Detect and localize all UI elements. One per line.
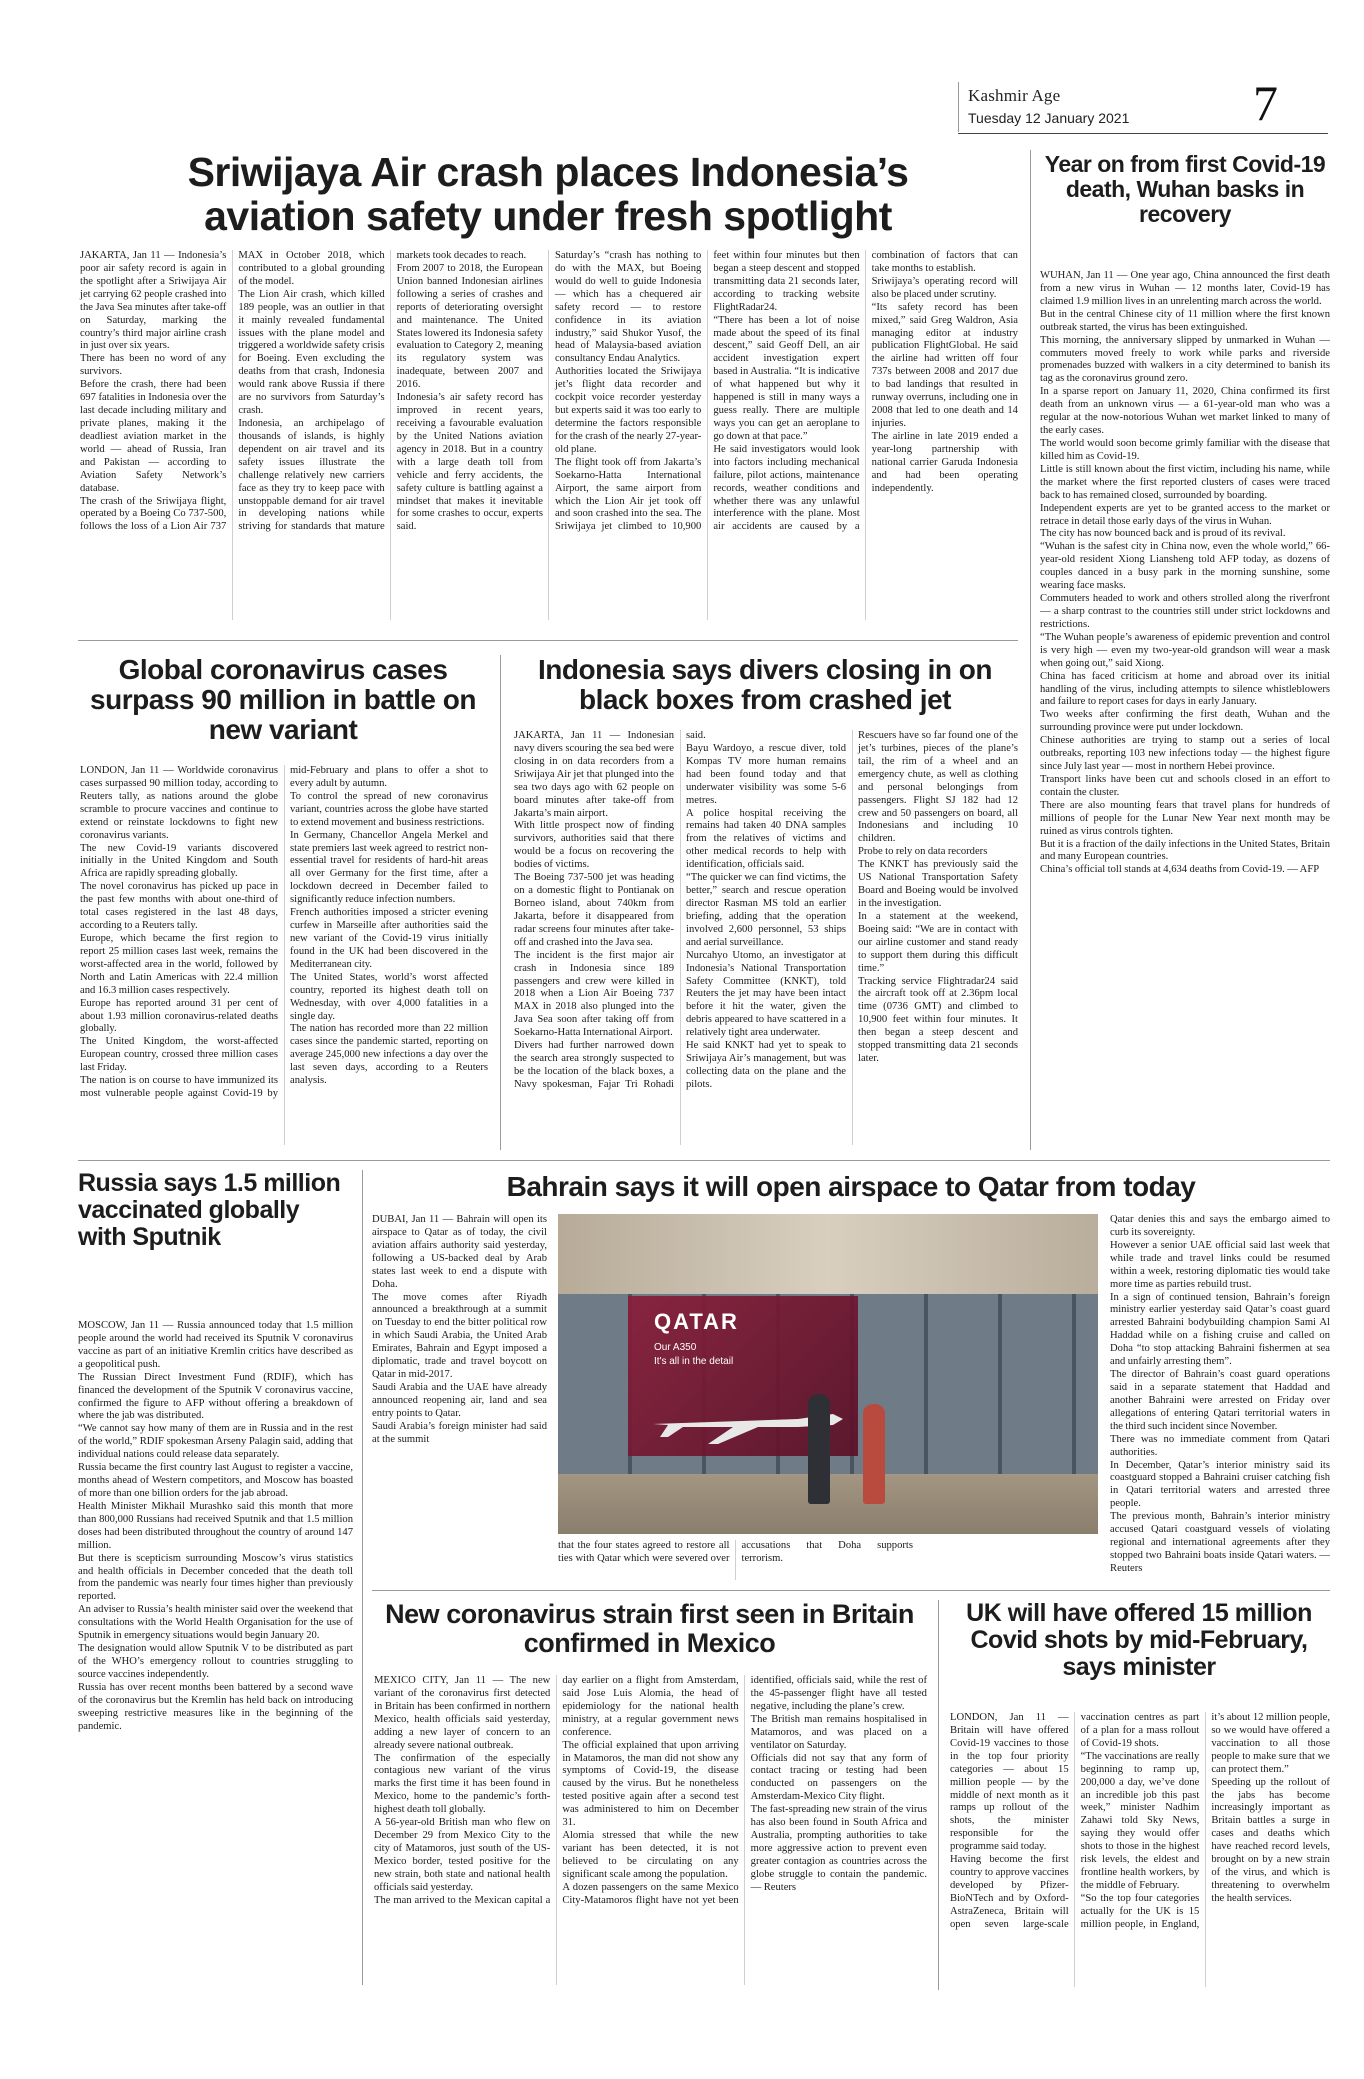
article-divers [512,655,1018,1150]
body-bahrain-right: Qatar denies this and says the embargo aimed to curb its sovereignty. However a senior UAE official said last week that while trade and travel links could be resumed within a week, restoring diplomatic ties would take more time as parties rebuild trust. In a sign of continued tension, Bahrain’s foreign ministry earlier yesterday said Qatar’s coast guard arrested Bahraini bodybuilding champion Sami Al Haddad while on a fishing cruise and called on Doha “to stop attacking Bahraini fishermen at sea and unfairly arresting them”. The director of Bahrain’s coast guard operations said in a separate statement that Haddad and another Bahraini were arrested on Friday over allegations of entering Qatari territorial waters in the third such incident since November. There was no immediate comment from Qatari authorities. In December, Qatar’s interior ministry said its coastguard stopped a Bahraini cruiser catching fish in Qatari territorial waters and arrested three people. The previous month, Bahrain’s interior ministry accused Qatari coastguard vessels of violating regional and international agreements after they stopped two Bahraini boats inside Qatari waters. — Reuters [1110,1214,1330,1574]
headline-global-covid: Global coronavirus cases surpass 90 million in battle on new variant [90,654,476,746]
divider-mexico-vertical [938,1600,939,1990]
divider-bottom [372,1590,1330,1591]
body-global-covid: LONDON, Jan 11 — Worldwide coronavirus cases surpassed 90 million today, according to Reuters tally, as nations around the globe scramble to procure vaccines and continue to extend or reinstate lockdowns to fight new coronavirus variants. The new Covid-19 variants discovered initially in the United Kingdom and South Africa are rapidly spreading globally. The novel coronavirus has picked up pace in the past few months with about one-third of total cases registered in the last 48 days, according to a Reuters tally. Europe, which became the first region to report 25 million cases last week, remains the worst-affected area in the world, followed by North and Latin Americas with 22.4 million and 16.3 million cases respectively. Europe has reported around 31 per cent of about 1.93 million coronavirus-related deaths globally. The United Kingdom, the worst-affected European country, crossed three million cases last Friday. The nation is on course to have immunized its most vulnerable people against Covid-19 by mid-February and plans to offer a shot to every adult by autumn. To control the spread of new coronavirus variant, countries across the globe have started to extend movement and business restrictions. In Germany, Chancellor Angela Merkel and state premiers last week agreed to restrict non-essential travel for residents of hard-hit areas all over Germany for the first time, after a lockdown decreed in December failed to significantly reduce infection numbers. French authorities imposed a stricter evening curfew in Marseille after authorities said the new variant of the Covid-19 virus initially found in the UK had been discovered in the Mediterranean city. The United States, world’s worst affected country, reported its highest death toll on Wednesday, with over 4,000 fatalities in a single day. The nation has recorded more than 22 million cases since the pandemic started, reporting on average 245,000 new infections a day over the last seven days, according to a Reuters analysis. [80,765,488,1100]
photo-brand: QATAR [654,1309,739,1334]
headline-russia: Russia says 1.5 million vaccinated globally with Sputnik [78,1169,341,1251]
divider-middle [78,1160,1330,1161]
headline-uk: UK will have offered 15 million Covid shots by mid-February, says minister [966,1599,1312,1681]
body-divers: JAKARTA, Jan 11 — Indonesian navy divers scouring the sea bed were closing in on data recorders from a Sriwijaya Air jet that plunged into the sea two days ago with 62 people on board minutes after take-off from Jakarta’s main airport. With little prospect now of finding survivors, authorities said that there would be a focus on recovering the bodies of victims. The Boeing 737-500 jet was heading on a domestic flight to Pontianak on Borneo island, about 740km from Jakarta, before it disappeared from radar screens four minutes after take-off and crashed into the Java sea. The incident is the first major air crash in Indonesia since 189 passengers and crew were killed in 2018 when a Lion Air Boeing 737 MAX in 2018 also plunged into the Java Sea soon after taking off from Soekarno-Hatta International Airport. Divers had further narrowed down the search area strongly suspected to be the location of the black boxes, a Navy spokesman, Fajar Tri Rohadi said. Bayu Wardoyo, a rescue diver, told Kompas TV more human remains had been found today and that underwater visibility was some 5-6 metres. A police hospital receiving the remains had taken 40 DNA samples from the relatives of victims and other medical records to help with identification, officials said. “The quicker we can find victims, the better,” search and rescue operation director Rasman MS told an earlier briefing, adding that the operation involved 2,600 personnel, 53 ships and aerial surveillance. Nurcahyo Utomo, an investigator at Indonesia’s National Transportation Safety Committee (KNKT), told Reuters the jet may have been intact before it hit the water, given the debris appeared to have scattered in a relatively tight area underwater. He said KNKT had yet to speak to Sriwijaya Air’s management, but was collecting data on the plane and the pilots. Rescuers have so far found one of the jet’s turbines, pieces of the plane’s tail, the rim of a wheel and an emergency chute, as well as clothing and personal belongings from passengers. Flight SJ 182 had 12 crew and 50 passengers on board, all Indonesians and including 10 children. Probe to rely on data recorders The KNKT has previously said the US National Transportation Safety Board and Boeing would be involved in the investigation. In a statement at the weekend, Boeing said: “We are in contact with our airline customer and stand ready to support them during this difficult time.” Tracking service Flightradar24 said the aircraft took off at 2.36pm local time (0736 GMT) and climbed to 10,900 feet within four minutes. It then began a steep descent and stopped transmitting data 21 seconds later. [514,730,1018,1090]
headline-divers: Indonesia says divers closing in on black boxes from crashed jet [538,654,992,716]
article-uk [948,1600,1330,1990]
divider-russia-vertical [362,1170,363,1985]
masthead-rule [958,133,1328,134]
headline-wuhan: Year on from first Covid-19 death, Wuhan basks in recovery [1044,151,1326,227]
masthead-date: Tuesday 12 January 2021 [968,110,1130,126]
body-sriwijaya: JAKARTA, Jan 11 — Indonesia’s poor air safety record is again in the spotlight after a Sriwijaya Air jet carrying 62 people crashed into the Java Sea minutes after take-off on Saturday, marking the country’s third major airline crash in just over six years. There has been no word of any survivors. Before the crash, there had been 697 fatalities in Indonesia over the last decade including military and private planes, making it the deadliest aviation market in the world — ahead of Russia, Iran and Pakistan — according to Aviation Safety Network’s database. The crash of the Sriwijaya flight, operated by a Boeing Co 737-500, follows the loss of a Lion Air 737 MAX in October 2018, which contributed to a global grounding of the model. The Lion Air crash, which killed 189 people, was an outlier in that it mainly revealed fundamental issues with the plane model and triggered a worldwide safety crisis for Boeing. Even excluding the deaths from that crash, Indonesia would rank above Russia if there are no survivors from Saturday’s crash. Indonesia, an archipelago of thousands of islands, is highly dependent on air travel and its safety issues illustrate the challenge relatively new carriers face as they try to keep pace with unstoppable demand for air travel in developing nations while striving for standards that mature markets took decades to reach. From 2007 to 2018, the European Union banned Indonesian airlines following a series of crashes and reports of deteriorating oversight and maintenance. The United States lowered its Indonesia safety evaluation to Category 2, meaning its regulatory system was inadequate, between 2007 and 2016. Indonesia’s air safety record has improved in recent years, receiving a favourable evaluation by the United Nations aviation agency in 2018. But in a country with a large death toll from vehicle and ferry accidents, the safety culture is battling against a mindset that makes it inevitable for some crashes to occur, experts said. Saturday’s “crash has nothing to do with the MAX, but Boeing would do well to guide Indonesia — which has a chequered air safety record — to restore confidence in its aviation industry,” said Shukor Yusof, the head of Malaysia-based aviation consultancy Endau Analytics. Authorities located the Sriwijaya jet’s flight data recorder and cockpit voice recorder yesterday but experts said it was too early to determine the factors responsible for the crash of the nearly 27-year-old plane. The flight took off from Jakarta’s Soekarno-Hatta International Airport, the same airport from which the Lion Air jet took off and soon crashed into the sea. The Sriwijaya jet climbed to 10,900 feet within four minutes but then began a steep descent and stopped transmitting data 21 seconds later, according to tracking website FlightRadar24. “There has been a lot of noise made about the speed of its final descent,” said Geoff Dell, an air accident investigation expert based in Australia. “It is indicative of what happened but why it happened is still in many ways a guess really. There are multiple ways you can get an aeroplane to go down at that pace.” He said investigators would look into factors including mechanical failure, pilot actions, maintenance records, weather conditions and whether there was any unlawful interference with the plane. Most air accidents are caused by a combination of factors that can take months to establish. Sriwijaya’s operating record will also be placed under scrutiny. “Its safety record has been mixed,” said Greg Waldron, Asia managing editor at industry publication FlightGlobal. He said the airline had written off four 737s between 2008 and 2017 due to bad landings that resulted in runway overruns, including one in 2008 that led to one death and 14 injuries. The airline in late 2019 ended a year-long partnership with national carrier Garuda Indonesia and had been operating independently. [80,250,1018,533]
headline-sriwijaya: Sriwijaya Air crash places Indonesia’s aviation safety under fresh spotlight [187,149,909,240]
headline-bahrain: Bahrain says it will open airspace to Qatar from today [506,1171,1196,1202]
bahrain-photo [558,1214,1098,1534]
article-mexico [372,1600,927,1990]
article-russia [78,1170,353,1985]
body-wuhan: WUHAN, Jan 11 — One year ago, China announced the first death from a new virus in Wuhan — 12 months later, Covid-19 has claimed 1.9 million lives in an unrelenting march across the world. But in the central Chinese city of 11 million where the first known outbreak started, the virus has been extinguished. This morning, the anniversary slipped by unmarked in Wuhan — commuters moved freely to work while parks and riverside promenades buzzed with walkers in a city determined to banish its tag as the coronavirus ground zero. In a sparse report on January 11, 2020, China confirmed its first death from an unknown virus — a 61-year-old man who was a regular at the now-notorious Wuhan wet market linked to many of the early cases. The world would soon become grimly familiar with the disease that killed him as Covid-19. Little is still known about the first victim, including his name, while the market where the first reported clusters of cases were traced back to has remained closed, surrounded by boarding. Independent experts are yet to be granted access to the market or retrace in detail those early days of the virus in Wuhan. The city has now bounced back and is proud of its revival. “Wuhan is the safest city in China now, even the whole world,” 66-year-old resident Xiong Liansheng told AFP today, as dozens of couples danced in a busy park in the morning sunshine, some wearing face masks. Commuters headed to work and others strolled along the riverfront — a sharp contrast to the countries still under strict lockdowns and restrictions. “The Wuhan people’s awareness of epidemic prevention and control is very high — even my two-year-old grandson will wear a mask when going out,” said Xiong. China has faced criticism at home and abroad over its initial handling of the virus, including attempts to silence whistleblowers and failure to report cases for days in early January. Two weeks after confirming the first death, Wuhan and the surrounding province were put under lockdown. Chinese authorities are trying to stamp out a series of local outbreaks, reporting 103 new infections today — the highest figure since July last year — most in northern Hebei province. Transport links have been cut and schools closed in an effort to contain the cluster. There are also mounting fears that travel plans for hundreds of millions of people for the Lunar New Year next month may be ruined as virus controls tighten. But it is a fraction of the daily infections in the United States, Britain and many European countries. China’s official toll stands at 4,634 deaths from Covid-19. — AFP [1040,270,1330,876]
body-bahrain-left: DUBAI, Jan 11 — Bahrain will open its airspace to Qatar as of today, the civil aviation affairs authority said yesterday, following a US-backed deal by Arab states last week to end a dispute with Doha. The move comes after Riyadh announced a breakthrough at a summit on Tuesday to end the bitter political row in which Saudi Arabia, the United Arab Emirates, Bahrain and Egypt imposed a diplomatic, trade and travel boycott on Qatar in mid-2017. Saudi Arabia and the UAE have already announced reopening air, land and sea entry points to Qatar. Saudi Arabia’s foreign minister had said at the summit [372,1214,547,1445]
page-number: 7 [1253,75,1278,131]
body-mexico: MEXICO CITY, Jan 11 — The new variant of the coronavirus first detected in Britain has been confirmed in northern Mexico, health officials said yesterday, adding a new layer of concern to an already severe national outbreak. The confirmation of the especially contagious new variant of the virus marks the first time it has been found in Mexico, home to the pandemic’s forth-highest death toll globally. A 56-year-old British man who flew on December 29 from Mexico City to the city of Matamoros, just south of the US-Mexico border, tested positive for the new strain, both state and national health officials said yesterday. The man arrived to the Mexican capital a day earlier on a flight from Amsterdam, said Jose Luis Alomia, the head of epidemiology for the national health ministry, at a regular government news conference. The official explained that upon arriving in Matamoros, the man did not show any symptoms of Covid-19, the disease caused by the virus. But he nonetheless tested positive again after a second test was administered to him on December 31. Alomia stressed that while the new variant has been detected, it is not believed to be circulating on any significant scale among the population. A dozen passengers on the same Mexico City-Matamoros flight have not yet been identified, officials said, while the rest of the 45-passenger flight have all tested negative, including the plane’s crew. The British man remains hospitalised in Matamoros, and was placed on a ventilator on Saturday. Officials did not say that any form of contact tracing or testing had been conducted on passengers on the Amsterdam-Mexico City flight. The fast-spreading new strain of the virus has also been found in South Africa and Australia, prompting authorities to take more aggressive action to prevent even greater contagion as countries across the globe struggle to contain the pandemic. — Reuters [374,1675,927,1906]
body-russia: MOSCOW, Jan 11 — Russia announced today that 1.5 million people around the world had received its Sputnik V coronavirus vaccine as part of an initiative Kremlin critics have described as a geopolitical push. The Russian Direct Investment Fund (RDIF), which has financed the development of the Sputnik V coronavirus vaccine, confirmed the figure to AFP without offering a breakdown of where the jab was distributed. “We cannot say how many of them are in Russia and in the rest of the world,” RDIF spokesman Arseny Palagin said, adding that individual nations could release data separately. Russia became the first country last August to register a vaccine, months ahead of Western competitors, and Moscow has boasted of more than one billion orders for the jab abroad. Health Minister Mikhail Murashko said this month that more than 800,000 Russians had received Sputnik and that 1.5 million doses had been distributed throughout the country of around 147 million. But there is scepticism surrounding Moscow’s virus statistics and health officials in December conceded that the death toll from the pandemic was nearly four times higher than previously reported. An adviser to Russia’s health minister said over the weekend that consultations with the World Health Organisation for the use of Sputnik in emergency situations would begin January 20. The designation would allow Sputnik V to be distributed as part of the WHO’s emergency rollout to countries struggling to source vaccines independently. Russia has over recent months been battered by a second wave of the coronavirus but the Kremlin has held back on introducing sweeping restrictive measures like in the beginning of the pandemic. [78,1320,353,1732]
divider-mid-vertical [500,655,501,1150]
photo-pedestrian-1 [808,1394,830,1504]
body-uk: LONDON, Jan 11 — Britain will have offered Covid-19 vaccines to those in the top four priority categories — about 15 million people — by the middle of next month as it ramps up rollout of the shots, the minister responsible for the programme said today. Having become the first country to approve vaccines developed by Pfizer-BioNTech and by Oxford-AstraZeneca, Britain will open seven large-scale vaccination centres as part of a plan for a mass rollout of Covid-19 shots. “The vaccinations are really beginning to ramp up, 200,000 a day, we’ve done an incredible job this past week,” minister Nadhim Zahawi told Sky News, saying they would offer shots to those in the highest risk levels, the eldest and frontline health workers, by the middle of February. “So the top four categories actually for the UK is 15 million people, in England, it’s about 12 million people, so we would have offered a vaccination to all those people to make sure that we can protect them.” Speeding up the rollout of the jabs has become increasingly important as Britain battles a surge in cases and deaths which have reached record levels, brought on by a new strain of the virus, and which is threatening to overwhelm the health services. [950,1712,1330,1930]
masthead [958,75,1328,134]
photo-pedestrian-2 [863,1404,885,1504]
article-global-covid [78,655,488,1150]
photo-slogan-1: Our A350 [654,1342,697,1353]
right-column-rule [1030,150,1031,1150]
photo-building [558,1214,1098,1294]
masthead-logo: Kashmir Age [968,86,1061,105]
headline-mexico: New coronavirus strain first seen in Britain confirmed in Mexico [385,1599,914,1659]
body-bahrain-under-photo: that the four states agreed to restore all ties with Qatar which were severed over accusations that Doha supports terrorism. [558,1540,913,1564]
article-wuhan [1040,150,1330,1150]
divider-top [78,640,1018,641]
article-sriwijaya [78,150,1018,630]
article-bahrain [372,1170,1330,1580]
photo-slogan-2: It's all in the detail [654,1356,734,1367]
